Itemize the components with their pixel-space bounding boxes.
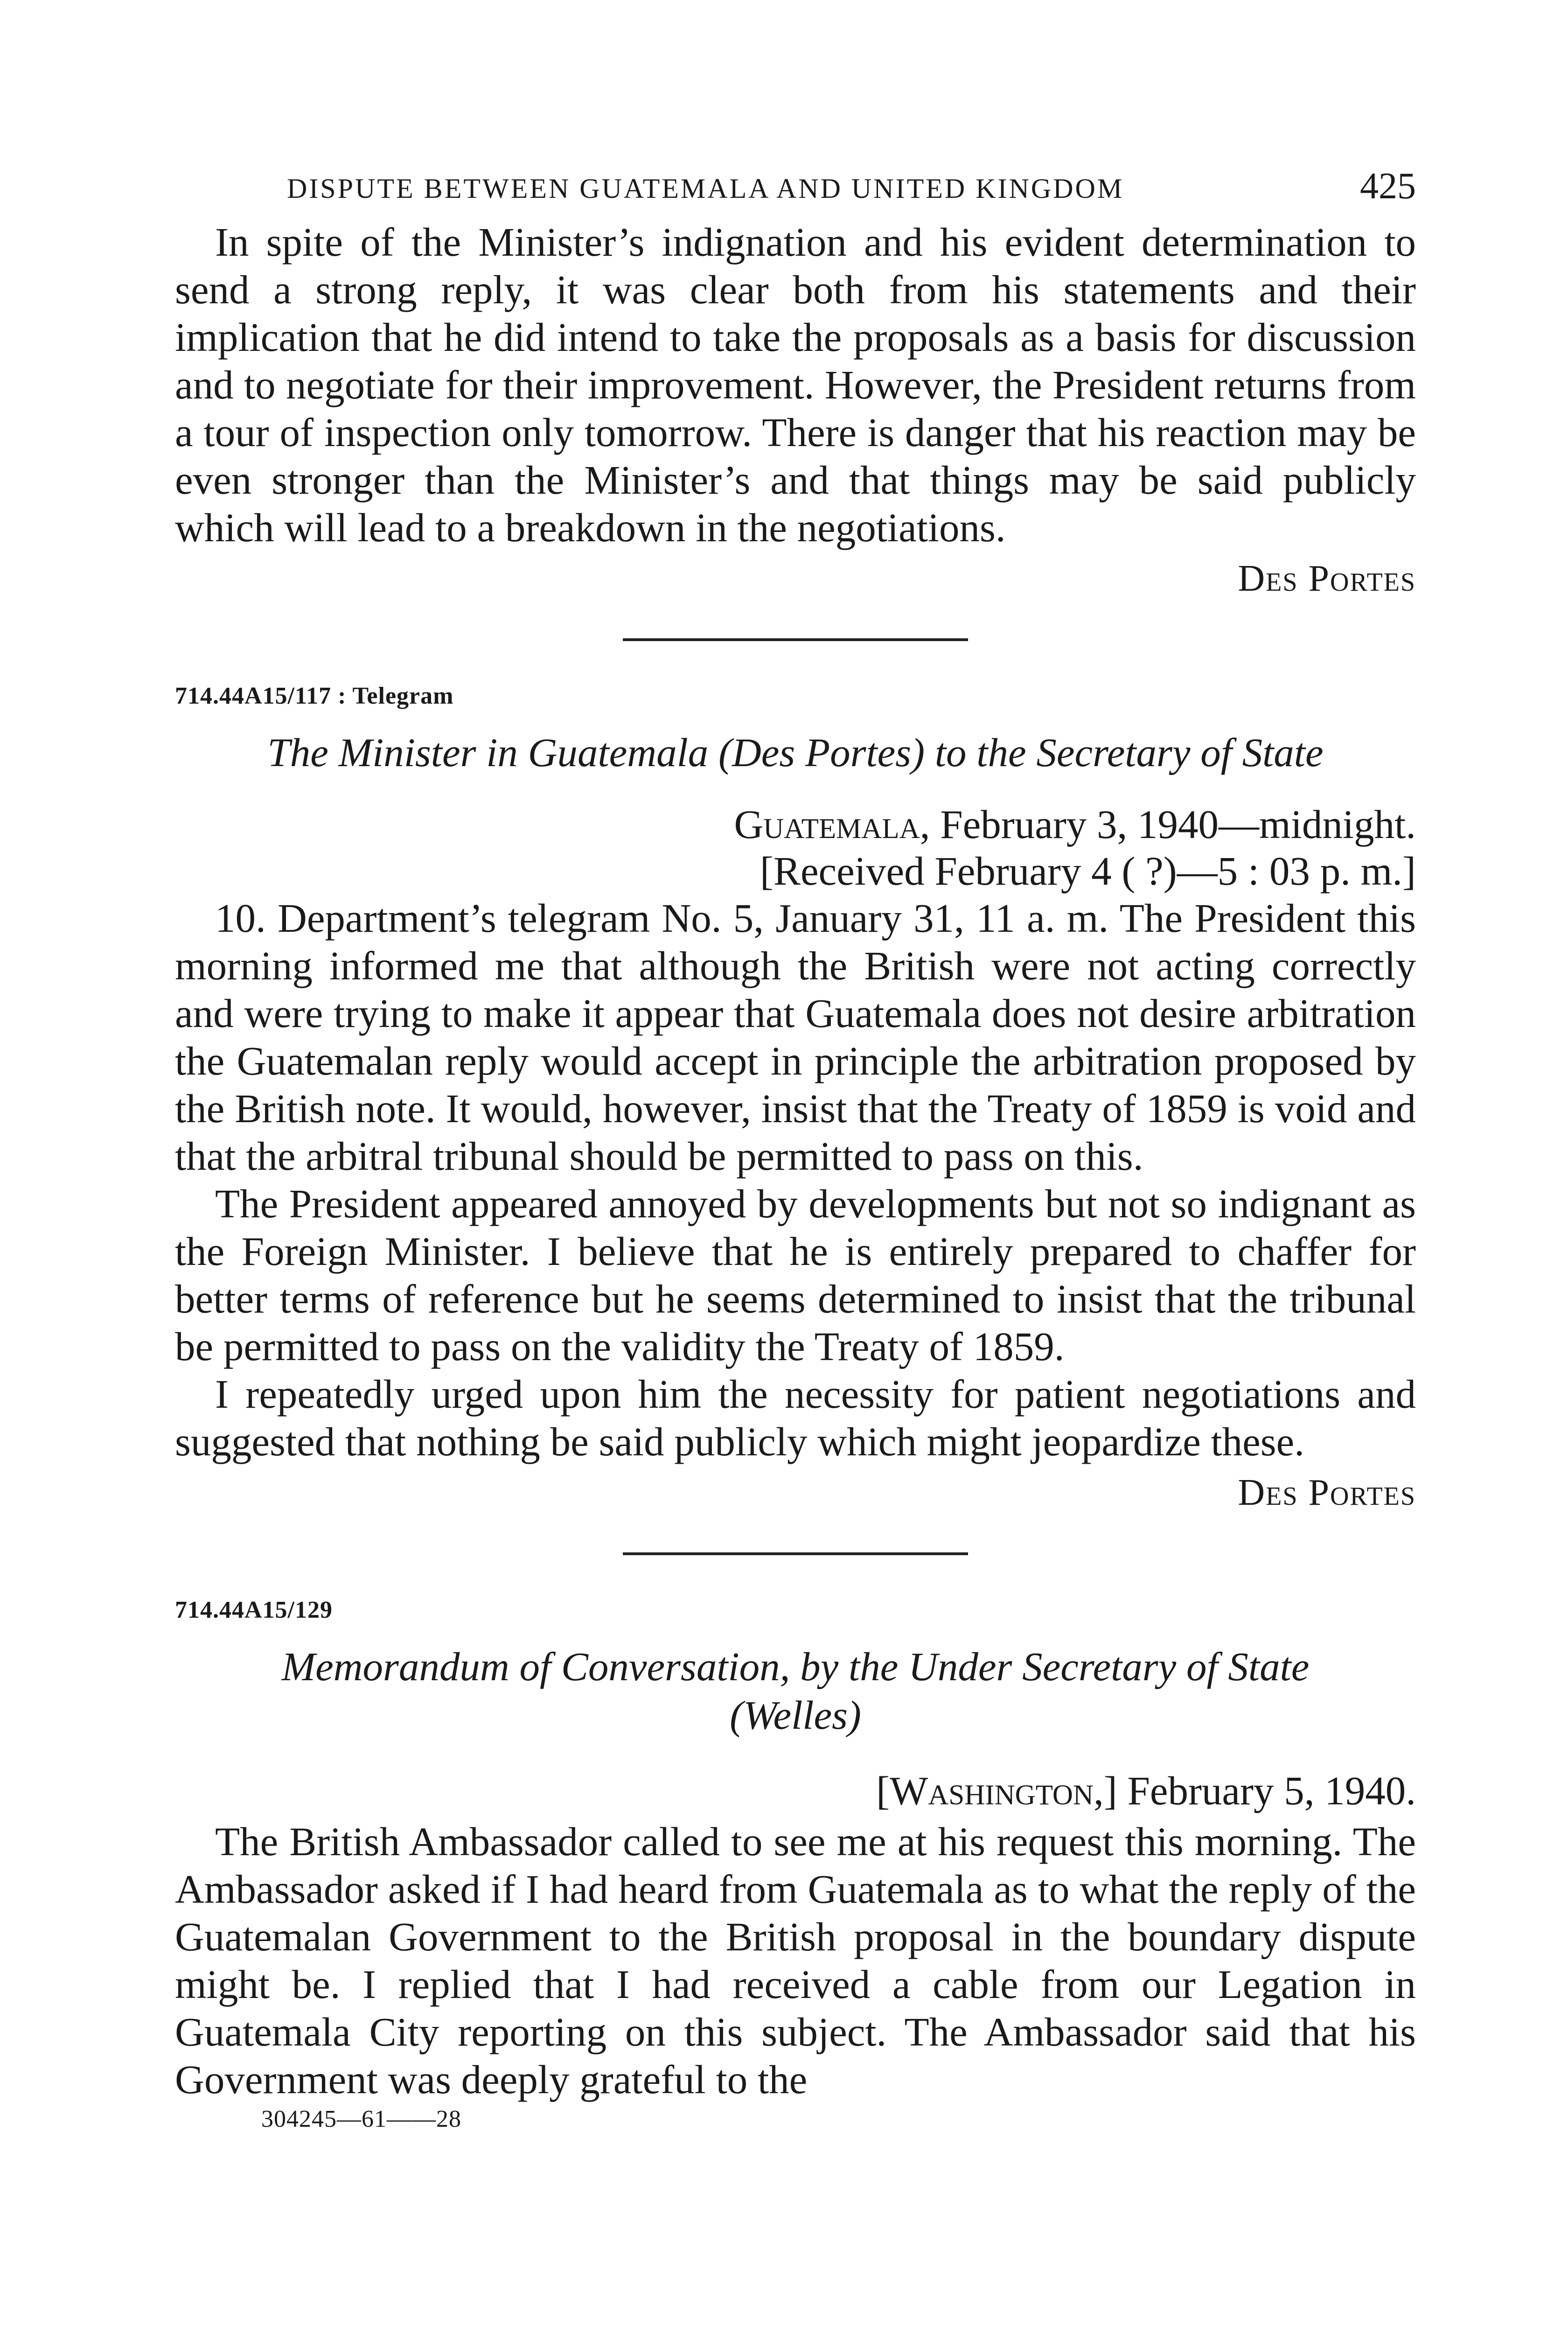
dateline-place-washington: Washington bbox=[890, 1768, 1094, 1813]
dateline-place: Guatemala bbox=[734, 802, 920, 847]
running-title: DISPUTE BETWEEN GUATEMALA AND UNITED KINGDOM bbox=[287, 173, 1124, 204]
running-head bbox=[175, 159, 1416, 215]
heading-telegram: The Minister in Guatemala (Des Portes) to the Secretary of State bbox=[267, 730, 1324, 775]
dateline-open-bracket: [ bbox=[876, 1768, 890, 1813]
paragraph-telegram-10: 10. Department’s telegram No. 5, January 31, 11 a. m. The President this morning informed me that although the British were not acting correctly and were trying to make it appear that Guatemala does not desire arbitration the Guatemalan reply would accept in principle the arbitration proposed by the British note. It would, however, insist that the Treaty of 1859 is void and that the arbitral tribunal should be permitted to pass on this. bbox=[175, 895, 1416, 1179]
dateline-date-washington: ,] February 5, 1940. bbox=[1093, 1768, 1416, 1813]
dateline-washington bbox=[175, 1767, 1416, 1814]
paragraph-president-annoyed: The President appeared annoyed by developments but not so indignant as the Foreign Minister. I believe that he is entirely prepared to chaffer for better terms of reference but he seems determined to insist that the tribunal be permitted to pass on the validity the Treaty of 1859. bbox=[175, 1181, 1416, 1369]
heading-memorandum bbox=[175, 1642, 1416, 1739]
dateline-guatemala bbox=[175, 801, 1416, 848]
dateline-date: , February 3, 1940—midnight. bbox=[920, 802, 1416, 847]
paragraph-urged-patience: I repeatedly urged upon him the necessity for patient negotiations and suggested that nothing be said publicly which might jeopardize these. bbox=[175, 1371, 1416, 1464]
paragraph-british-ambassador: The British Ambassador called to see me at his request this morning. The Ambassador asked if I had heard from Guatemala as to what the reply of the Guatemalan Government to the British proposal in the boundary dispute might be. I replied that I had received a cable from our Legation in Guatemala City reporting on this subject. The Ambassador said that his Government was deeply grateful to the bbox=[175, 1819, 1416, 2102]
heading-memorandum-line2: (Welles) bbox=[730, 1692, 861, 1738]
signature-des-portes-1: Des Portes bbox=[1238, 558, 1416, 599]
received-line: [Received February 4 ( ?)—5 : 03 p. m.] bbox=[760, 848, 1416, 894]
page-content bbox=[175, 159, 1416, 2133]
page-number: 425 bbox=[1360, 166, 1416, 207]
doc-ref-117: 714.44A15/117 : Telegram bbox=[175, 683, 454, 709]
section-divider-2 bbox=[623, 1552, 968, 1555]
print-code: 304245—61——28 bbox=[261, 2106, 461, 2132]
paragraph-minister-indignation: In spite of the Minister’s indignation and his evident determination to send a strong reply, it was clear both from his statements and their implication that he did intend to take the proposals as a basis for discussion and to negotiate for their improvement. However, the President returns from a tour of inspection only tomorrow. There is danger that his reaction may be even stronger than the Minister’s and that things may be said publicly which will lead to a breakdown in the negotiations. bbox=[175, 219, 1416, 550]
heading-memorandum-line1: Memorandum of Conversation, by the Under Secretary of State bbox=[281, 1644, 1310, 1689]
doc-ref-129: 714.44A15/129 bbox=[175, 1597, 333, 1623]
signature-des-portes-2: Des Portes bbox=[1238, 1472, 1416, 1513]
section-divider-1 bbox=[623, 638, 968, 641]
